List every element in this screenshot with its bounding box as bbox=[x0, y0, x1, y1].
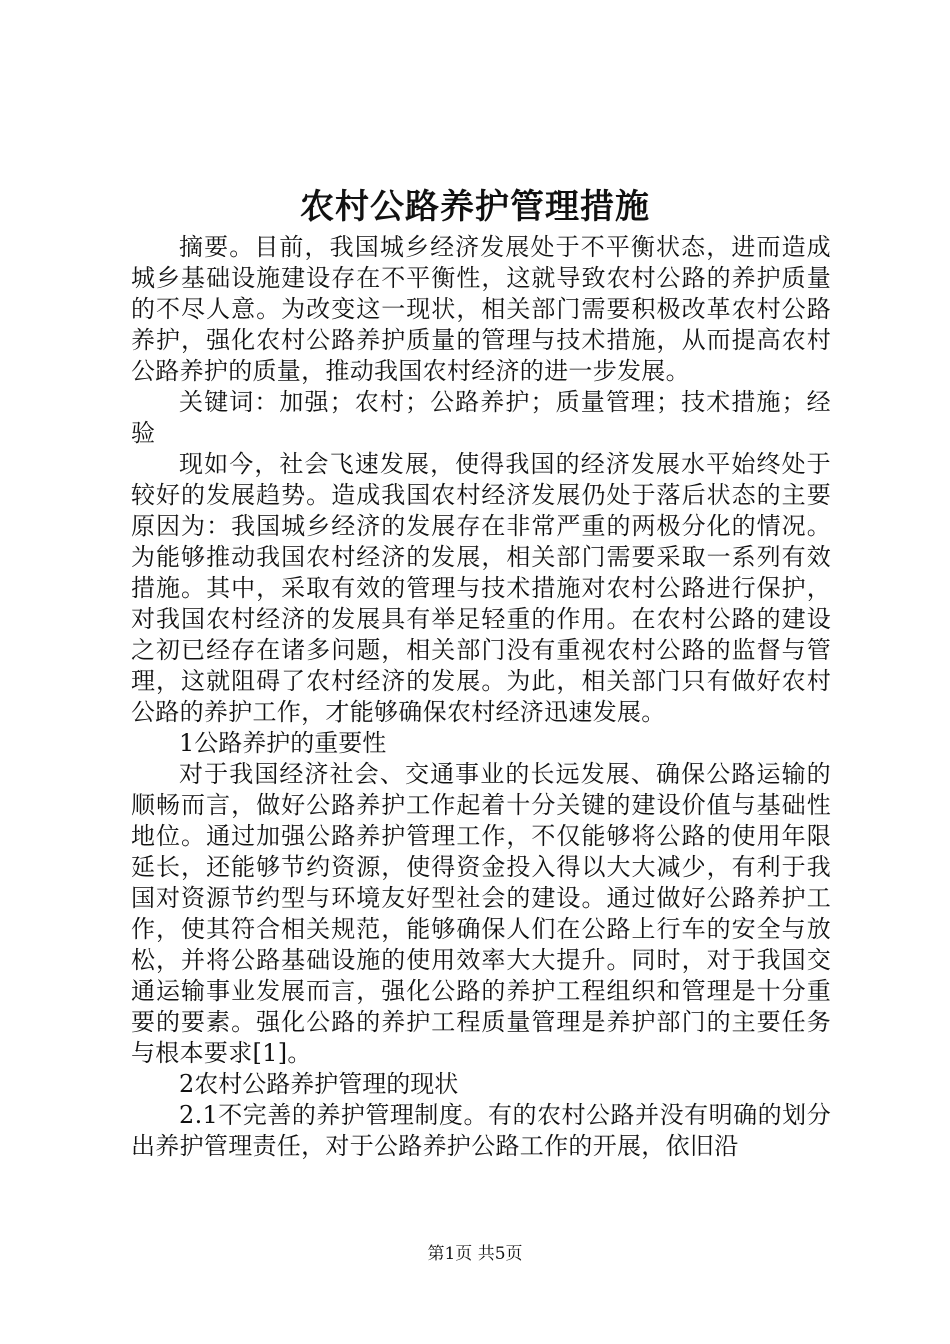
section-2-1-paragraph: 2.1不完善的养护管理制度。有的农村公路并没有明确的划分出养护管理责任，对于公路养护公路工作的开展，依旧沿 bbox=[131, 1101, 831, 1160]
section-heading-2: 2农村公路养护管理的现状 bbox=[179, 1070, 459, 1098]
document-title: 农村公路养护管理措施 bbox=[300, 187, 650, 227]
section-heading-1: 1公路养护的重要性 bbox=[179, 729, 387, 757]
section-1-paragraph: 对于我国经济社会、交通事业的长远发展、确保公路运输的顺畅而言，做好公路养护工作起着十分关键的建设价值与基础性地位。通过加强公路养护管理工作，不仅能够将公路的使用年限延长，还能够节约资源，使得资金投入得以大大减少，有利于我国对资源节约型与环境友好型社会的建设。通过做好公路养护工作，使其符合相关规范，能够确保人们在公路上行车的安全与放松，并将公路基础设施的使用效率大大提升。同时，对于我国交通运输事业发展而言，强化公路的养护工程组织和管理是十分重要的要素。强化公路的养护工程质量管理是养护部门的主要任务与根本要求[1]。 bbox=[131, 760, 831, 1067]
page-footer: 第1页 共5页 bbox=[427, 1244, 523, 1264]
document-body bbox=[131, 232, 831, 1162]
intro-paragraph: 现如今，社会飞速发展，使得我国的经济发展水平始终处于较好的发展趋势。造成我国农村经济发展仍处于落后状态的主要原因为：我国城乡经济的发展存在非常严重的两极分化的情况。为能够推动我国农村经济的发展，相关部门需要采取一系列有效措施。其中，采取有效的管理与技术措施对农村公路进行保护，对我国农村经济的发展具有举足轻重的作用。在农村公路的建设之初已经存在诸多问题，相关部门没有重视农村公路的监督与管理，这就阻碍了农村经济的发展。为此，相关部门只有做好农村公路的养护工作，才能够确保农村经济迅速发展。 bbox=[131, 450, 831, 726]
abstract-paragraph: 摘要。目前，我国城乡经济发展处于不平衡状态，进而造成城乡基础设施建设存在不平衡性，这就导致农村公路的养护质量的不尽人意。为改变这一现状，相关部门需要积极改革农村公路养护，强化农村公路养护质量的管理与技术措施，从而提高农村公路养护的质量，推动我国农村经济的进一步发展。 bbox=[131, 233, 831, 385]
keywords-paragraph: 关键词：加强；农村；公路养护；质量管理；技术措施；经验 bbox=[131, 388, 831, 447]
